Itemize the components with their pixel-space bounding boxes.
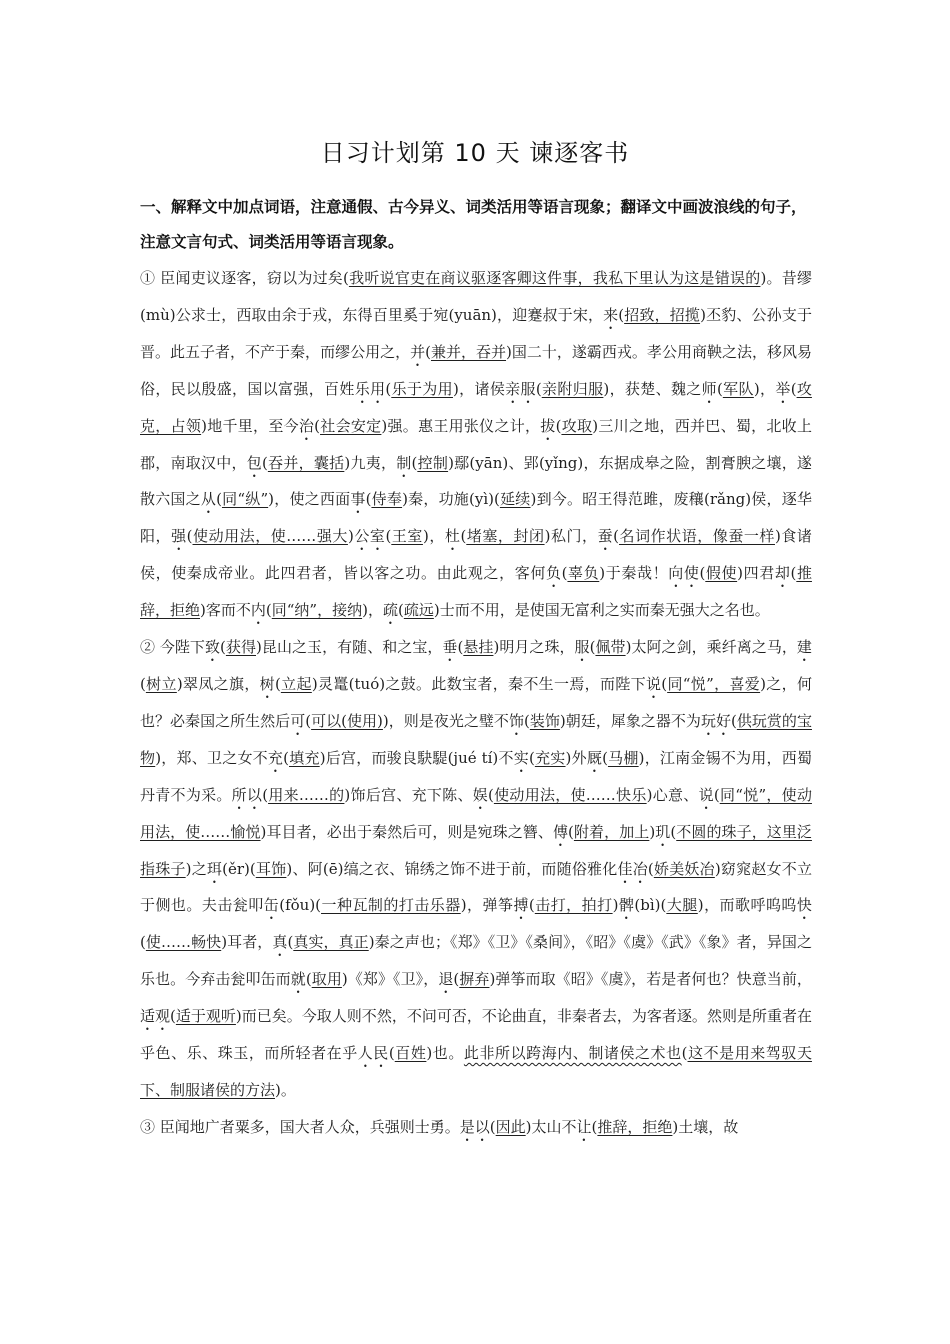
passage-text: ( xyxy=(528,896,535,915)
gloss-annotation: 获得 xyxy=(225,638,257,657)
passage-text: )，获楚、魏之 xyxy=(603,379,702,398)
passage-text: )。昔缪(mù)公求士，西取由余于戎，东得百里奚于宛(yuān)，迎蹇叔于宋， xyxy=(140,269,812,324)
passage-text: )秦，功施(yì)( xyxy=(402,490,500,509)
passage-text: ( xyxy=(568,822,574,841)
passage-text: ( xyxy=(589,638,596,657)
gloss-annotation: 充实 xyxy=(534,748,566,767)
passage-text: )，则是夜光之璧不 xyxy=(382,711,509,730)
gloss-annotation: 取用 xyxy=(311,970,342,989)
gloss-annotation: 假使 xyxy=(705,564,738,583)
passage-text: )之，何也？必秦国之所生然后 xyxy=(140,674,812,730)
passage-text: )耳者， xyxy=(221,933,273,952)
gloss-annotation: 攻取 xyxy=(561,416,593,435)
emphasized-word: 负 xyxy=(545,564,562,583)
passage-text: ) xyxy=(347,527,354,546)
passage-text: ( xyxy=(397,601,404,620)
gloss-annotation: 大腿 xyxy=(666,896,698,915)
emphasized-word: 就 xyxy=(290,970,306,989)
emphasized-word: 服 xyxy=(574,638,590,657)
passage-text: ( xyxy=(453,970,460,989)
emphasized-word: 厩 xyxy=(586,748,603,767)
passage-text: )窈窕赵女不立于侧也。夫击瓮叩 xyxy=(140,859,812,915)
passage-text: )地千里，至今 xyxy=(201,416,299,435)
passage-text: ( xyxy=(670,822,677,841)
gloss-annotation: 堵塞，封闭 xyxy=(466,527,545,546)
passage-text: )、阿(ē)缟之衣、锦绣之饰不进于前，而随俗雅化 xyxy=(286,859,618,878)
emphasized-word: 建 xyxy=(796,638,812,657)
emphasized-word: 说 xyxy=(645,674,662,693)
gloss-annotation: 这不是用来驾驭天下、制服诸侯的方法 xyxy=(140,1044,812,1099)
gloss-annotation: 同“悦”，使动用法，使……愉悦 xyxy=(140,785,812,841)
passage-text: ( xyxy=(489,1117,496,1136)
emphasized-word: 可 xyxy=(290,711,306,730)
passage-text: )三川之地，西并巴、蜀，北收上郡，南取汉中， xyxy=(140,416,812,472)
passage-text: )九夷， xyxy=(344,453,397,472)
passage-text: )， xyxy=(753,379,776,398)
emphasized-word: 让 xyxy=(576,1117,592,1136)
gloss-annotation: 悬挂 xyxy=(463,638,494,657)
passage-text: ( xyxy=(661,674,668,693)
emphasized-word: 治 xyxy=(298,416,315,435)
passage-text: )，弹筝 xyxy=(460,896,514,915)
passage-text: ( xyxy=(140,674,146,693)
passage-text: )，郑、卫之女不 xyxy=(155,748,268,767)
passage-text: ) xyxy=(649,822,656,841)
passage-text: ( xyxy=(713,785,720,804)
emphasized-word: 来 xyxy=(603,305,619,324)
gloss-annotation: 附着，加上 xyxy=(573,822,650,841)
gloss-annotation: 树立 xyxy=(145,674,177,693)
gloss-annotation: 不圆的珠子，这里泛指珠子 xyxy=(140,822,812,878)
passage-text: )饰后宫、充下陈、 xyxy=(344,785,473,804)
passage-text: )太阿之剑，乘纤离之马， xyxy=(625,638,797,657)
gloss-annotation: 招致，招揽 xyxy=(624,305,701,324)
emphasized-word: 实 xyxy=(513,748,529,767)
emphasized-word: 制 xyxy=(396,453,412,472)
passage-text: )私门， xyxy=(544,527,598,546)
emphasized-word: 傅 xyxy=(552,822,569,841)
emphasized-word: 适观 xyxy=(140,1007,171,1026)
gloss-annotation: 侍奉 xyxy=(371,490,403,509)
passage-text: )四君 xyxy=(737,564,775,583)
emphasized-word: 却 xyxy=(774,564,791,583)
paragraph-2 xyxy=(140,629,812,1109)
passage-text: ( xyxy=(699,564,706,583)
passage-text: ( xyxy=(262,453,268,472)
passage-text: )后宫，而骏良駃騠(jué tí)不 xyxy=(319,748,514,767)
passage-text: ( xyxy=(216,490,222,509)
passage-text: ( xyxy=(220,638,226,657)
gloss-annotation: 一种瓦制的打击乐器 xyxy=(321,896,461,915)
passage-text: )昆山之玉，有随、和之宝， xyxy=(256,638,443,657)
passage-text: )灵鼍(tuó)之鼓。此数宝者，秦不生一焉，而陛下 xyxy=(311,674,646,693)
emphasized-word: 垂 xyxy=(442,638,458,657)
passage-text: ( xyxy=(170,1007,176,1026)
emphasized-word: 髀 xyxy=(618,896,635,915)
passage-text: (fǒu)( xyxy=(279,896,322,915)
gloss-annotation: 佩带 xyxy=(595,638,626,657)
passage-text: )， xyxy=(422,527,445,546)
gloss-annotation: 填充 xyxy=(289,748,320,767)
emphasized-word: 树 xyxy=(259,674,275,693)
emphasized-word: 玑 xyxy=(655,822,671,841)
emphasized-word: 人民 xyxy=(357,1044,389,1063)
wavy-underlined-sentence: 此非所以跨海内、制诸侯之术也 xyxy=(463,1044,682,1063)
gloss-annotation: 摒弃 xyxy=(459,970,490,989)
emphasized-word: 充 xyxy=(267,748,284,767)
emphasized-word: 向使 xyxy=(668,564,700,583)
passage-text: )，诸侯 xyxy=(452,379,506,398)
passage-text: ( xyxy=(388,1044,395,1063)
paragraph-3 xyxy=(140,1109,812,1146)
gloss-annotation: 推辞，拒绝 xyxy=(140,564,812,620)
passage-text: )士而不用，是使国无富利之实而秦无强大之名也。 xyxy=(433,601,770,620)
passage-text: )朝廷，犀象之器不为 xyxy=(559,711,701,730)
passage-text: ( xyxy=(385,379,392,398)
emphasized-word: 内 xyxy=(250,601,266,620)
gloss-annotation: 因此 xyxy=(495,1117,526,1136)
emphasized-word: 强 xyxy=(171,527,187,546)
gloss-annotation: 辜负 xyxy=(567,564,600,583)
passage-text: ( xyxy=(731,711,737,730)
gloss-annotation: 使……畅快 xyxy=(145,933,222,952)
emphasized-word: 快 xyxy=(796,896,812,915)
gloss-annotation: 立起 xyxy=(280,674,312,693)
gloss-annotation: 亲附归服 xyxy=(541,379,604,398)
passage-text: ( xyxy=(262,785,269,804)
passage-text: ( xyxy=(274,674,281,693)
passage-text: ( xyxy=(425,342,431,361)
gloss-annotation: 乐于为用 xyxy=(391,379,453,398)
passage-text: )心意、 xyxy=(646,785,699,804)
emphasized-word: 珥 xyxy=(206,859,223,878)
passage-text: )《郑》《卫》， xyxy=(341,970,439,989)
gloss-annotation: 同“纳”，接纳 xyxy=(271,601,363,620)
gloss-annotation: 延续 xyxy=(499,490,531,509)
gloss-annotation: 用来……的 xyxy=(268,785,345,804)
passage-text: )。 xyxy=(275,1080,296,1099)
emphasized-word: 包 xyxy=(246,453,262,472)
passage-text: ( xyxy=(283,748,289,767)
emphasized-word: 拔 xyxy=(540,416,556,435)
passage-text: (ěr)( xyxy=(222,859,256,878)
emphasized-word: 师 xyxy=(701,379,717,398)
passage-text: ( xyxy=(365,490,372,509)
passage-text: )太山不 xyxy=(525,1117,577,1136)
emphasized-word: 并 xyxy=(410,342,426,361)
passage-text: )翠凤之旗， xyxy=(176,674,260,693)
passage-text: ( xyxy=(790,379,797,398)
page-title: 日习计划第 10 天 谏逐客书 xyxy=(320,139,630,167)
exercise-instruction: 一、解释文中加点词语，注意通假、古今异义、词类活用等语言现象；翻译文中画波浪线的句子，注意文言句式、词类活用等语言现象。 xyxy=(140,198,807,251)
passage-text: ( xyxy=(555,416,562,435)
passage-text: ( xyxy=(305,711,312,730)
emphasized-word: 公室 xyxy=(353,527,386,546)
passage-text: )耳目者，必出于秦然后可，则是宛珠之簪、 xyxy=(260,822,553,841)
gloss-annotation: 同“纵” xyxy=(221,490,269,509)
passage-text: ) xyxy=(612,896,619,915)
passage-text: ( xyxy=(591,1117,598,1136)
emphasized-word: 举 xyxy=(775,379,791,398)
gloss-annotation: 耳饰 xyxy=(255,859,287,878)
passage-text: )，使之西面 xyxy=(268,490,351,509)
emphasized-word: 所以 xyxy=(231,785,263,804)
passage-text: )土壤，故 xyxy=(672,1117,739,1136)
gloss-annotation: 攻克，占领 xyxy=(140,379,812,435)
gloss-annotation: 使动用法，使……快乐 xyxy=(493,785,647,804)
emphasized-word: 杜 xyxy=(444,527,461,546)
passage-text: )秦之声也；《郑》《卫》《桑间》，《昭》《虞》《武》《象》者，异国之乐也。今弃击瓮叩缶而 xyxy=(140,933,812,989)
emphasized-word: 事 xyxy=(350,490,366,509)
passage-text: ( xyxy=(681,1044,688,1063)
emphasized-word: 娱 xyxy=(472,785,489,804)
passage-text: ( xyxy=(618,305,625,324)
passage-text: ( xyxy=(411,453,418,472)
gloss-annotation: 社会安定 xyxy=(320,416,382,435)
passage-text: ( xyxy=(790,564,797,583)
emphasized-word: 饰 xyxy=(508,711,524,730)
gloss-annotation: 兼并，吞并 xyxy=(430,342,507,361)
passage-text: ( xyxy=(716,379,723,398)
passage-text: ① 臣闻吏议逐客，窃以为过矣( xyxy=(140,269,349,287)
passage-text: ( xyxy=(460,527,467,546)
passage-text: ( xyxy=(488,785,494,804)
gloss-annotation: 娇美妖冶 xyxy=(653,859,715,878)
gloss-annotation: 击打，拍打 xyxy=(534,896,613,915)
gloss-annotation: 名词作状语，像蚕一样 xyxy=(619,527,775,546)
passage-text: ② 今陛下 xyxy=(140,638,205,657)
emphasized-word: 说 xyxy=(698,785,714,804)
gloss-annotation: 真实，真正 xyxy=(293,933,369,952)
gloss-annotation: 疏远 xyxy=(403,601,434,620)
passage-text: )客而不 xyxy=(200,601,251,620)
passage-text: )国二十，遂霸西戎。孝公用商鞅之法，移风易俗，民以殷盛，国以富强，百姓 xyxy=(140,342,812,398)
passage-text: )，江南金锡不为用，西蜀丹青不为采。 xyxy=(140,748,812,804)
passage-text: ( xyxy=(528,748,535,767)
emphasized-word: 缶 xyxy=(263,896,280,915)
passage-text: ( xyxy=(561,564,568,583)
emphasized-word: 蚕 xyxy=(597,527,614,546)
passage-text: )到今。昭王得范雎，废穰(rǎng)侯，逐华阳， xyxy=(140,490,812,546)
passage-text: )明月之珠， xyxy=(493,638,575,657)
gloss-annotation: 可以(使用) xyxy=(311,711,383,730)
gloss-annotation: 推辞，拒绝 xyxy=(597,1117,673,1136)
passage-text: ( xyxy=(314,416,321,435)
passage-text: )， xyxy=(362,601,383,620)
gloss-annotation: 同“悦”，喜爱 xyxy=(667,674,761,693)
emphasized-word: 乐用 xyxy=(354,379,386,398)
passage-text: )弹筝而取《昭》《虞》，若是者何也？快意当前， xyxy=(489,970,812,989)
emphasized-word: 真 xyxy=(272,933,288,952)
passage-text: ( xyxy=(647,859,654,878)
passage-text: )外 xyxy=(565,748,587,767)
gloss-annotation: 使动用法，使……强大 xyxy=(192,527,348,546)
emphasized-word: 玩好 xyxy=(700,711,731,730)
passage-text: ( xyxy=(457,638,464,657)
emphasized-word: 退 xyxy=(438,970,454,989)
emphasized-word: 疏 xyxy=(382,601,398,620)
gloss-annotation: 军队 xyxy=(722,379,754,398)
passage-text: )食诸侯，使秦成帝业。此四君者，皆以客之功。由此观之，客何 xyxy=(140,527,812,583)
emphasized-word: 亲服 xyxy=(505,379,536,398)
emphasized-word: 搏 xyxy=(513,896,529,915)
passage-text: ( xyxy=(305,970,312,989)
passage-text: )丕豹、公孙支于晋。此五子者，不产于秦，而缪公用之， xyxy=(140,305,812,361)
passage-text: ( xyxy=(385,527,392,546)
gloss-annotation: 供玩赏的宝物 xyxy=(140,711,812,767)
passage-text: ( xyxy=(602,748,608,767)
passage-text: )之 xyxy=(185,859,207,878)
passage-text: )于秦哉！ xyxy=(599,564,669,583)
gloss-annotation: 马棚 xyxy=(607,748,639,767)
passage-text: )鄢(yān)、郢(yǐng)，东据成皋之险，割膏腴之壤，遂散六国之 xyxy=(140,453,812,509)
paragraph-1 xyxy=(140,260,812,629)
gloss-annotation: 吞并，囊括 xyxy=(267,453,345,472)
passage-text: )强。惠王用张仪之计， xyxy=(381,416,541,435)
emphasized-word: 致 xyxy=(204,638,221,657)
passage-text: ③ 臣闻地广者粟多，国大者人众，兵强则士勇。 xyxy=(140,1117,460,1136)
passage-text: ( xyxy=(140,933,146,952)
gloss-annotation: 控制 xyxy=(417,453,449,472)
passage-text: ( xyxy=(186,527,193,546)
passage-text: )也。 xyxy=(426,1044,464,1063)
passage-text: (bì)( xyxy=(634,896,667,915)
gloss-annotation: 百姓 xyxy=(394,1044,427,1063)
emphasized-word: 佳冶 xyxy=(617,859,648,878)
passage-text: ( xyxy=(523,711,530,730)
passage-text: ( xyxy=(535,379,542,398)
gloss-annotation: 我听说官吏在商议驱逐客卿这件事，我私下里认为这是错误的 xyxy=(348,269,761,287)
passage-text: ( xyxy=(265,601,272,620)
emphasized-word: 从 xyxy=(200,490,217,509)
passage-text: ( xyxy=(287,933,294,952)
gloss-annotation: 适于观听 xyxy=(175,1007,236,1026)
passage-body xyxy=(140,260,812,1146)
gloss-annotation: 王室 xyxy=(391,527,423,546)
gloss-annotation: 装饰 xyxy=(529,711,560,730)
passage-text: )，而歌呼呜呜 xyxy=(697,896,797,915)
passage-text: )而已矣。今取人则不然，不问可否，不论曲直，非秦者去，为客者逐。然则是所重者在乎色、乐、珠玉，而所轻者在乎 xyxy=(140,1007,812,1063)
passage-text: ( xyxy=(613,527,619,546)
emphasized-word: 是以 xyxy=(459,1117,490,1136)
